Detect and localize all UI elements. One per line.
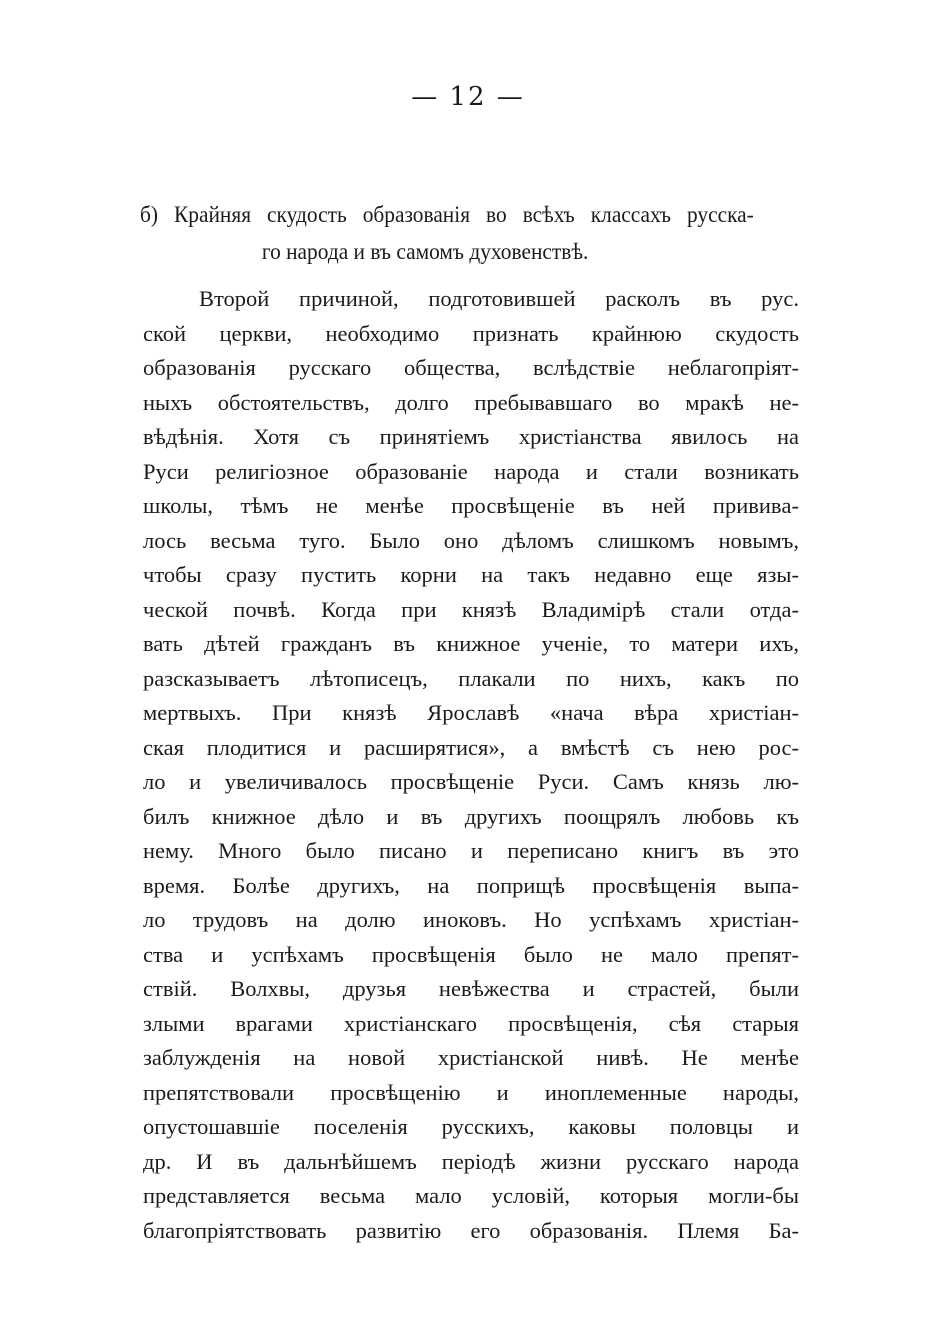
body-paragraph bbox=[143, 282, 799, 1248]
heading-line-1: б) Крайняя скудость образованія во всѣхъ классахъ русска- bbox=[140, 202, 754, 227]
text-line: нему. Много было писано и переписано книгъ въ это bbox=[143, 838, 799, 863]
text-line: Руси религіозное образованіе народа и стали возникать bbox=[143, 458, 799, 484]
text-line: ской церкви, необходимо признать крайнюю скудость bbox=[143, 320, 799, 346]
text-line: ныхъ обстоятельствъ, долго пребывавшаго во мракѣ не- bbox=[143, 389, 799, 415]
text-line: ло трудовъ на долю иноковъ. Но успѣхамъ христіан- bbox=[143, 907, 799, 932]
text-line: благопріятствовать развитію его образованія. Племя Ба- bbox=[143, 1217, 799, 1243]
text-line: опустошавшіе поселенія русскихъ, каковы половцы и bbox=[143, 1114, 799, 1139]
text-line: время. Болѣе другихъ, на поприщѣ просвѣщенія выпа- bbox=[143, 872, 799, 898]
text-line: ствій. Волхвы, друзья невѣжества и страстей, были bbox=[143, 976, 799, 1001]
text-line: ства и успѣхамъ просвѣщенія было не мало препят- bbox=[143, 941, 799, 967]
text-line: заблужденія на новой христіанской нивѣ. Не менѣе bbox=[143, 1045, 799, 1070]
text-line: образованія русскаго общества, вслѣдствіе неблагопріят- bbox=[143, 355, 799, 380]
text-line: мертвыхъ. При князѣ Ярославѣ «нача вѣра христіан- bbox=[143, 700, 799, 725]
text-line: школы, тѣмъ не менѣе просвѣщеніе въ ней прививa- bbox=[143, 493, 799, 518]
text-line: др. И въ дальнѣйшемъ періодѣ жизни русскаго народа bbox=[143, 1148, 799, 1174]
section-heading bbox=[140, 196, 754, 270]
text-line: разсказываетъ лѣтописецъ, плакали по нихъ, какъ по bbox=[143, 665, 799, 691]
text-line: вать дѣтей гражданъ въ книжное ученіе, то матери ихъ, bbox=[143, 631, 799, 656]
text-line: лось весьма туго. Было оно дѣломъ слишкомъ новымъ, bbox=[143, 527, 799, 553]
text-line: Второй причиной, подготовившей расколъ въ рус. bbox=[199, 286, 799, 311]
text-line: вѣдѣнія. Хотя съ принятіемъ христіанства явилось на bbox=[143, 424, 799, 449]
text-line: ло и увеличивалось просвѣщеніе Руси. Самъ князь лю- bbox=[143, 769, 799, 794]
page-number: — 12 — bbox=[411, 82, 525, 112]
text-line: ская плодитися и расширятися», а вмѣстѣ съ нею рос- bbox=[143, 734, 799, 760]
text-line: представляется весьма мало условій, которыя могли-бы bbox=[143, 1183, 799, 1208]
text-line: ческой почвѣ. Когда при князѣ Владимірѣ стали отда- bbox=[143, 596, 799, 622]
text-line: чтобы сразу пустить корни на такъ недавно еще язы- bbox=[143, 562, 799, 587]
text-line: билъ книжное дѣло и въ другихъ поощрялъ любовь къ bbox=[143, 803, 799, 829]
heading-line-2: го народа и въ самомъ духовенствѣ. bbox=[261, 239, 589, 264]
text-line: злыми врагами христіанскаго просвѣщенія, сѣя старыя bbox=[143, 1010, 799, 1036]
text-line: препятствовали просвѣщенію и иноплеменные народы, bbox=[143, 1079, 799, 1105]
